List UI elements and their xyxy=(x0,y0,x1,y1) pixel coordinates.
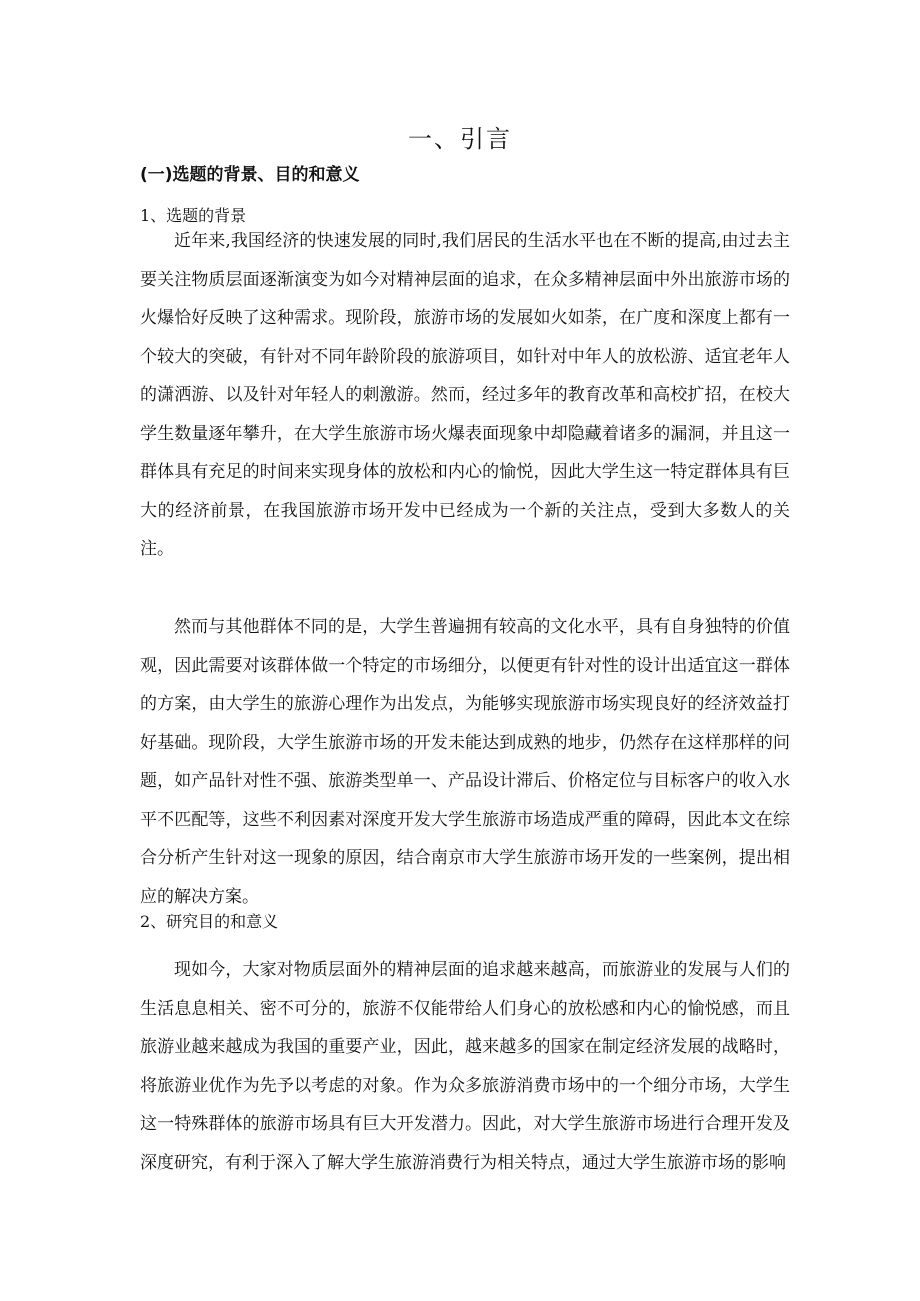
paragraph-purpose-1: 现如今，大家对物质层面外的精神层面的追求越来越高，而旅游业的发展与人们的生活息息相关、密不可分的，旅游不仅能带给人们身心的放松感和内心的愉悦感，而且旅游业越来越成为我国的重要产业，因此，越来越多的国家在制定经济发展的战略时，将旅游业优作为先予以考虑的对象。作为众多旅游消费市场中的一个细分市场，大学生这一特殊群体的旅游市场具有巨大开发潜力。因此，对大学生旅游市场进行合理开发及深度研究，有利于深入了解大学生旅游消费行为相关特点，通过大学生旅游市场的影响 xyxy=(140,960,790,1173)
subsection-heading-purpose: 2、研究目的和意义 xyxy=(140,912,279,931)
paragraph-background-2: 然而与其他群体不同的是，大学生普遍拥有较高的文化水平，具有自身独特的价值观，因此需要对该群体做一个特定的市场细分，以便更有针对性的设计出适宜这一群体的方案，由大学生的旅游心理作为出发点，为能够实现旅游市场实现良好的经济效益打好基础。现阶段，大学生旅游市场的开发未能达到成熟的地步，仍然存在这样那样的问题，如产品针对性不强、旅游类型单一、产品设计滞后、价格定位与目标客户的收入水平不匹配等，这些不利因素对深度开发大学生旅游市场造成严重的障碍，因此本文在综合分析产生针对这一现象的原因，结合南京市大学生旅游市场开发的一些案例，提出相应的解决方案。 xyxy=(140,617,790,907)
paragraph-background-1: 近年来,我国经济的快速发展的同时,我们居民的生活水平也在不断的提高,由过去主要关注物质层面逐渐演变为如今对精神层面的追求，在众多精神层面中外出旅游市场的火爆恰好反映了这种需求。现阶段，旅游市场的发展如火如荼，在广度和深度上都有一个较大的突破，有针对不同年龄阶段的旅游项目，如针对中年人的放松游、适宜老年人的潇洒游、以及针对年轻人的刺激游。然而，经过多年的教育改革和高校扩招，在校大学生数量逐年攀升，在大学生旅游市场火爆表面现象中却隐藏着诸多的漏洞，并且这一群体具有充足的时间来实现身体的放松和内心的愉悦，因此大学生这一特定群体具有巨大的经济前景，在我国旅游市场开发中已经成为一个新的关注点，受到大多数人的关注。 xyxy=(140,231,790,559)
subsection-heading-background: 1、选题的背景 xyxy=(140,206,247,225)
section-heading: (一)选题的背景、目的和意义 xyxy=(140,165,360,185)
chapter-title: 一、引言 xyxy=(408,125,512,153)
